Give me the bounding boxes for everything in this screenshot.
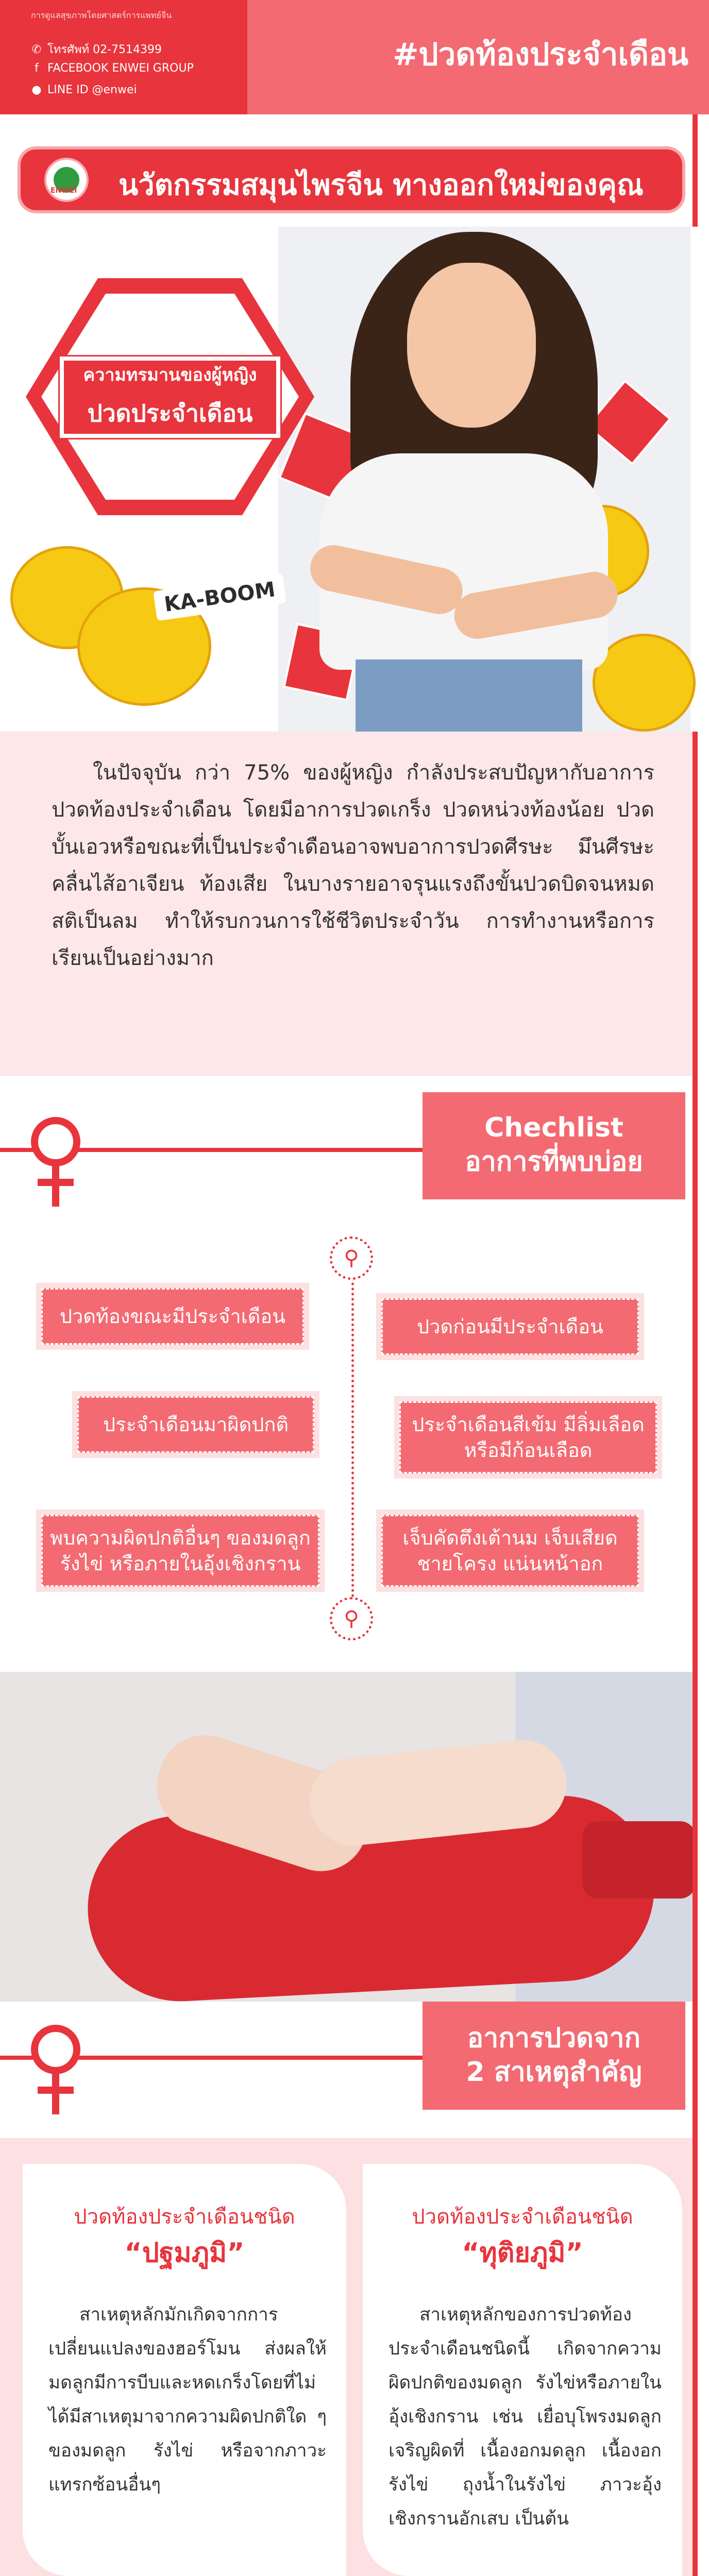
female-symbol-stem — [52, 1165, 59, 1207]
intro-paragraph: ในปัจจุบัน กว่า 75% ของผู้หญิง กำลังประสบปัญหากับอาการปวดท้องประจำเดือน โดยมีอาการปวดเกร็ง ปวดหน่วงท้องน้อย ปวดบั้นเอวหรือขณะที่เป็นประจำเดือนอาจพบอาการปวดศีรษะ มึนศีรษะ คลื่นไส้อาเจียน ท้องเสีย ในบางรายอาจรุนแรงถึงขั้นปวดบิดจนหมดสติเป็นลม ทำให้รบกวนการใช้ชีวิตประจำวัน การทำงานหรือการเรียนเป็นอย่างมาก — [52, 761, 654, 970]
uterus-icon: ⚲ — [330, 1236, 373, 1280]
cause-card-type: “ทุติยภูมิ” — [462, 2238, 583, 2268]
header-phone-label: โทรศัพท์ 02-7514399 — [47, 43, 162, 56]
header-phone[interactable] — [31, 40, 162, 58]
checklist-item: พบความผิดปกติอื่นๆ ของมดลูก รังไข่ หรือภายในอุ้งเชิงกราน — [41, 1515, 319, 1587]
cause-card-heading: ปวดท้องประจำเดือนชนิด — [412, 2205, 633, 2229]
logo-text: ENWEI — [50, 187, 77, 195]
intro-section — [0, 732, 693, 1076]
cause-card-secondary — [363, 2164, 682, 2576]
cause-card-primary — [23, 2164, 346, 2576]
checklist-item: เจ็บคัดตึงเต้านม เจ็บเสียดชายโครง แน่นหน้าอก — [381, 1515, 639, 1587]
phone-icon: ✆ — [31, 43, 42, 56]
line-icon: ● — [31, 83, 42, 96]
woman-jeans — [356, 659, 582, 732]
checklist-item: ประจำเดือนมาผิดปกติ — [77, 1396, 314, 1453]
banner-text: นวัตกรรมสมุนไพรจีน ทางออกใหม่ของคุณ — [119, 168, 644, 202]
female-symbol-icon — [31, 1117, 80, 1166]
cause-card-body: สาเหตุหลักมักเกิดจากการเปลี่ยนแปลงของฮอร์โมน ส่งผลให้มดลูกมีการบีบและหดเกร็งโดยที่ไม่ได้มีสาเหตุมาจากความผิดปกติใด ๆ ของมดลูก รังไข่ หรือจากภาวะแทรกซ้อนอื่นๆ — [48, 2304, 327, 2495]
female-symbol-bar — [38, 2087, 74, 2094]
cause-card-body: สาเหตุหลักของการปวดท้องประจำเดือนชนิดนี้ เกิดจากความผิดปกติของมดลูก รังไข่หรือภายในอุ้งเชิงกราน เช่น เยื่อบุโพรงมดลูกเจริญผิดที่ เนื้องอกมดลูก เนื้องอกรังไข่ ถุงน้ำในรังไข่ ภาวะอุ้งเชิงกรานอักเสบ เป็นต้น — [389, 2304, 662, 2529]
hex-badge-line1: ความทรมานของผู้หญิง — [83, 365, 257, 385]
checklist-connector — [351, 1257, 354, 1607]
cause-card-heading: ปวดท้องประจำเดือนชนิด — [74, 2205, 295, 2229]
checklist-title-line2: อาการที่พบบ่อย — [465, 1146, 643, 1177]
explosion-cloud — [593, 634, 696, 732]
kaboom-text: KA-BOOM — [153, 573, 286, 621]
uterus-icon: ⚲ — [330, 1597, 373, 1640]
header-contact-panel — [0, 0, 247, 114]
causes-section — [0, 2138, 693, 2576]
cause-card-type: “ปฐมภูมิ” — [124, 2238, 245, 2268]
facebook-icon: f — [35, 62, 39, 75]
checklist-title-tag — [423, 1092, 685, 1199]
banner — [21, 149, 682, 210]
checklist-item: ประจำเดือนสีเข้ม มีลิ่มเลือดหรือมีก้อนเลือด — [399, 1401, 657, 1473]
header-org-text: การดูแลสุขภาพโดยศาสตร์การแพทย์จีน — [31, 10, 172, 20]
causes-title-line2: 2 สาเหตุสำคัญ — [466, 2057, 642, 2088]
header-facebook[interactable] — [31, 62, 194, 75]
hot-water-bottle-neck — [582, 1821, 693, 1899]
causes-title-tag — [423, 2002, 685, 2110]
header-line-label: LINE ID @enwei — [47, 83, 137, 96]
causes-title-line1: อาการปวดจาก — [467, 2023, 641, 2054]
header-line[interactable] — [31, 83, 137, 96]
hot-water-bottle-photo — [0, 1672, 693, 2002]
header-facebook-label: FACEBOOK ENWEI GROUP — [47, 62, 194, 75]
checklist-item: ปวดท้องขณะมีประจำเดือน — [41, 1288, 304, 1345]
header-title-panel — [247, 0, 709, 114]
female-symbol-stem — [52, 2073, 59, 2114]
checklist-title-line1: Chechlist — [484, 1112, 623, 1143]
hex-badge-line2: ปวดประจำเดือน — [87, 399, 253, 427]
woman-face — [407, 263, 536, 428]
female-symbol-icon — [31, 2025, 80, 2074]
checklist-item: ปวดก่อนมีประจำเดือน — [381, 1298, 639, 1355]
enwei-logo — [44, 158, 89, 202]
female-symbol-bar — [38, 1179, 74, 1186]
page-title: #ปวดท้องประจำเดือน — [393, 37, 688, 73]
